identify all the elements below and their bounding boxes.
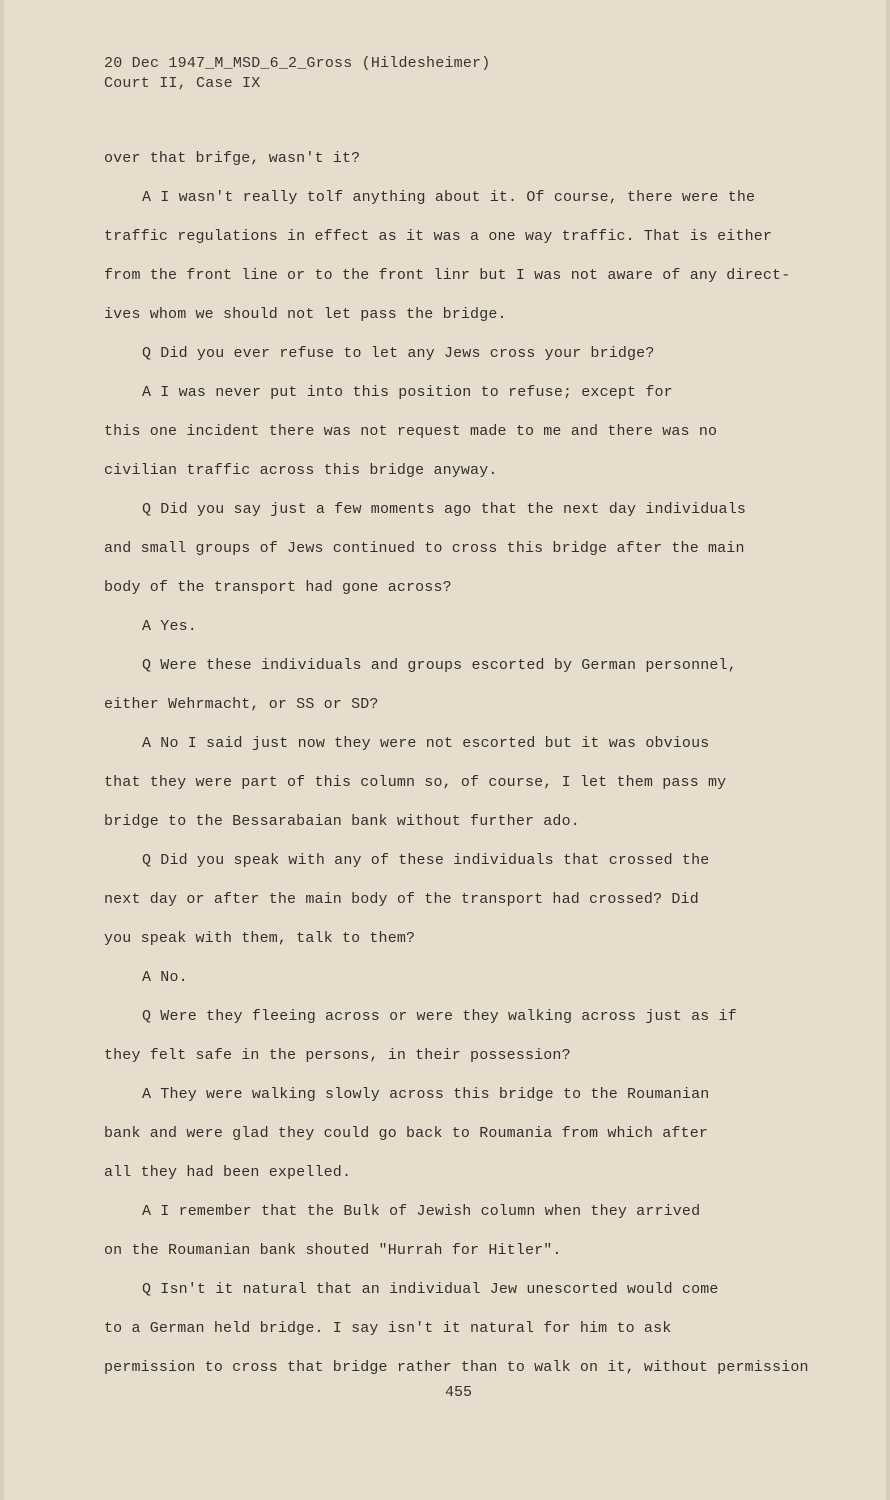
transcript-line: Q Isn't it natural that an individual Jew unescorted would come (142, 1281, 719, 1298)
transcript-line: A I wasn't really tolf anything about it. Of course, there were the (142, 189, 756, 206)
transcript-line: body of the transport had gone across? (104, 579, 452, 596)
transcript-line: A I remember that the Bulk of Jewish column when they arrived (142, 1203, 701, 1220)
transcript-line: Q Did you ever refuse to let any Jews cross your bridge? (142, 345, 655, 362)
transcript-line: next day or after the main body of the transport had crossed? Did (104, 891, 699, 908)
transcript-line: traffic regulations in effect as it was a one way traffic. That is either (104, 228, 773, 245)
transcript-line: A No I said just now they were not escorted but it was obvious (142, 735, 710, 752)
transcript-line: over that brifge, wasn't it? (104, 150, 361, 167)
transcript-line: civilian traffic across this bridge anyway. (104, 462, 498, 479)
transcript-line: Q Did you speak with any of these individuals that crossed the (142, 852, 710, 869)
transcript-line: ives whom we should not let pass the bridge. (104, 306, 507, 323)
transcript-line: Q Were these individuals and groups escorted by German personnel, (142, 657, 737, 674)
transcript-line: they felt safe in the persons, in their possession? (104, 1047, 571, 1064)
transcript-line: from the front line or to the front linr but I was not aware of any direct- (104, 267, 791, 284)
transcript-line: bank and were glad they could go back to Roumania from which after (104, 1125, 708, 1142)
transcript-line: A I was never put into this position to refuse; except for (142, 384, 673, 401)
transcript-line: on the Roumanian bank shouted "Hurrah for Hitler". (104, 1242, 562, 1259)
transcript-line: A No. (142, 969, 188, 986)
page-number: 455 (445, 1384, 473, 1401)
transcript-line: A Yes. (142, 618, 197, 635)
transcript-line: Q Were they fleeing across or were they walking across just as if (142, 1008, 737, 1025)
transcript-line: that they were part of this column so, of course, I let them pass my (104, 774, 727, 791)
transcript-line: all they had been expelled. (104, 1164, 352, 1181)
transcript-line: and small groups of Jews continued to cross this bridge after the main (104, 540, 745, 557)
transcript-line: to a German held bridge. I say isn't it natural for him to ask (104, 1320, 672, 1337)
transcript-line: either Wehrmacht, or SS or SD? (104, 696, 379, 713)
transcript-line: A They were walking slowly across this bridge to the Roumanian (142, 1086, 710, 1103)
header-date-line: 20 Dec 1947_M_MSD_6_2_Gross (Hildesheimer) (104, 55, 491, 72)
transcript-line: permission to cross that bridge rather than to walk on it, without permission (104, 1359, 809, 1376)
transcript-line: this one incident there was not request made to me and there was no (104, 423, 718, 440)
header-court-line: Court II, Case IX (104, 75, 261, 92)
transcript-line: Q Did you say just a few moments ago that the next day individuals (142, 501, 746, 518)
document-header (104, 54, 490, 94)
transcript-line: bridge to the Bessarabaian bank without further ado. (104, 813, 580, 830)
transcript-line: you speak with them, talk to them? (104, 930, 416, 947)
